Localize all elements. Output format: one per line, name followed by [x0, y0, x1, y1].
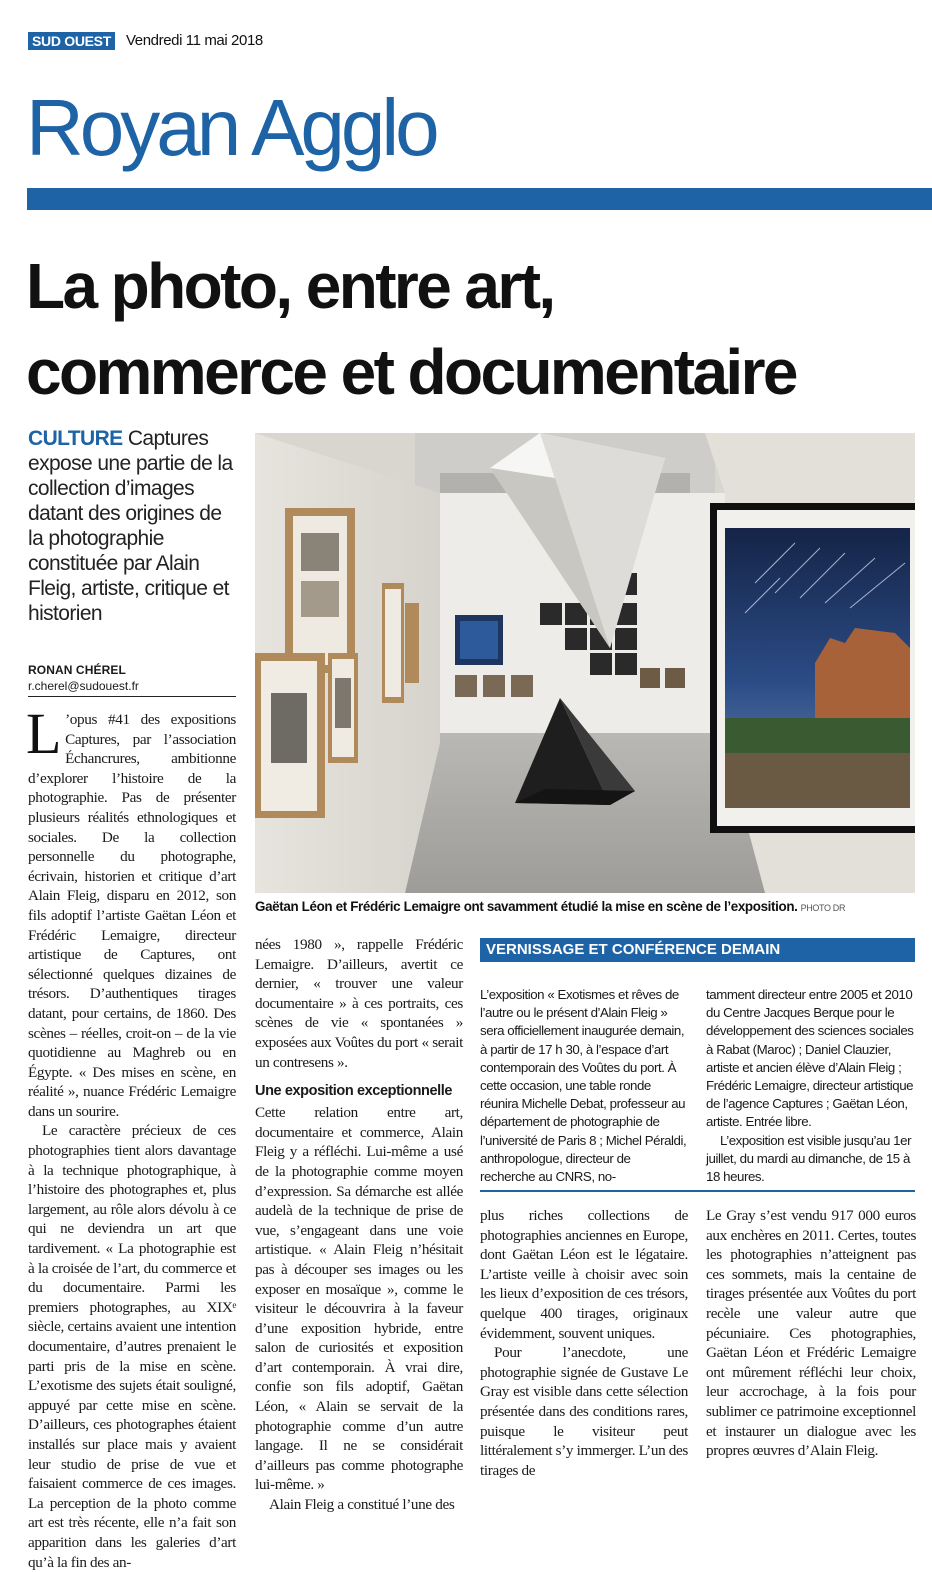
- col1-paragraph-2: Le caractère précieux de ces photographies tient alors davantage à la technique photographique, à l’histoire des photographes et, plus largement, au rôle alors dévolu à ce qui ne deviendra un art que tardivement. « La photographie est à la croisée de l’art, du commerce et du documentaire. Parmi les premiers photographes, au XIXᵉ siècle, certains avaient une intention documentaire, d’autres prenaient le parti pris de la mise en scène. L’exotisme des sujets était souligné, appuyé par cette mise en scène. D’ailleurs, ces photographes étaient installés sur place mais y avaient leur studio de prise de vue et faisaient commerce de ces images. La perception de la photo comme art est très récente, elle n’a fait son apparition dans les galeries d’art qu’à la fin des an-: [28, 1122, 236, 1571]
- event-box-text-left: L’exposition « Exotismes et rêves de l’autre ou le présent d’Alain Fleig » sera officiellement inaugurée demain, à partir de 17 h 30, à l’espace d’art contemporain des Voûtes du port. À cette occasion, une table ronde réunira Michelle Debat, professeur au département de photographie de l’université de Paris 8 ; Michel Péraldi, anthropologue, directeur de recherche au CNRS, no-: [480, 987, 687, 1185]
- article-column-2: [255, 935, 463, 1515]
- drop-cap: L: [26, 701, 62, 766]
- event-box-dates: L’exposition est visible jusqu’au 1er juillet, du mardi au dimanche, de 15 à 18 heures.: [706, 1132, 912, 1185]
- col1-paragraph-1: ’opus #41 des expositions Captures, par l’association Échancrures, ambitionne d’explorer l’histoire de la photographie. Pas de présenter plusieurs réalités ethnologiques et sociales. De la collection personnelle du photographe, écrivain, historien et critique d’art Alain Fleig, disparu en 2012, son fils adoptif l’artiste Gaëtan Léon et Frédéric Lemaigre, directeur artistique de Captures, ont sélectionné quelques dizaines de trésors. D’authentiques tirages datant, pour certains, de 1860. Des scènes – réelles, croit-on – de la vie quotidienne au Maghreb ou en Égypte. « Des mises en scène, en réalité », nuance Frédéric Lemaigre dans un sourire.: [28, 711, 236, 1120]
- author-email: r.cherel@sudouest.fr: [28, 679, 139, 693]
- caption-text: Gaëtan Léon et Frédéric Lemaigre ont savamment étudié la mise en scène de l’exposition.: [255, 899, 798, 914]
- byline: [28, 662, 139, 694]
- exhibition-photo: [255, 433, 915, 893]
- article-column-3: [480, 1206, 688, 1480]
- col3-paragraph-1: plus riches collections de photographies anciennes en Europe, dont Gaëtan Léon est le légataire. L’artiste veille à choisir avec soin les lieux d’exposition de ces trésors, quelque 400 tirages, originaux évidemment, souvent uniques.: [480, 1207, 688, 1342]
- article-intro: [28, 426, 238, 626]
- col2-paragraph-2: Cette relation entre art, documentaire et commerce, Alain Fleig y a réfléchi. Lui-même a usé de la photographie comme moyen d’expression. Sa démarche est allée audelà de la technique de prise de vue, s’engageant dans une voie artistique. « Alain Fleig n’hésitait pas à découper ses images ou les exposer en mosaïque », comme le visiteur le découvrira à la faveur d’une exposition hybride, entre salon de curiosités et exposition d’art contemporain. À vrai dire, confie son fils adoptif, Gaëtan Léon, « Alain se servait de la photographie comme d’un autre langage. Il ne se considérait d’ailleurs pas comme photographe lui-même. »: [255, 1104, 463, 1494]
- event-box-title: VERNISSAGE ET CONFÉRENCE DEMAIN: [480, 938, 915, 962]
- photo-caption: [255, 898, 845, 917]
- intro-kicker: CULTURE: [28, 427, 123, 450]
- article-headline: [26, 243, 926, 415]
- subhead: Une exposition exceptionnelle: [255, 1083, 453, 1100]
- event-box-column-1: [480, 986, 688, 1186]
- section-title: Royan Agglo: [26, 83, 436, 172]
- article-column-4: [706, 1206, 916, 1461]
- col4-paragraph-1: Le Gray s’est vendu 917 000 euros aux enchères en 2011. Certes, toutes les photographies n’atteignent pas ces sommets, mais la centaine de tirages présentée aux Voûtes du port recèle une valeur autre que pécuniaire. Ces photographies, Gaëtan Léon et Frédéric Lemaigre ont mûrement réfléchi leur choix, leur accrochage, à la fois pour sublimer ce patrimoine exceptionnel et instaurer un dialogue avec les propres œuvres d’Alain Fleig.: [706, 1207, 916, 1460]
- intro-text: Captures expose une partie de la collection d’images datant des origines de la photographie constituée par Alain Fleig, artiste, critique et historien: [28, 427, 233, 625]
- newspaper-brand-logo: SUD OUEST: [28, 32, 115, 50]
- issue-date: Vendredi 11 mai 2018: [126, 32, 263, 49]
- col2-paragraph-1: nées 1980 », rappelle Frédéric Lemaigre. D’ailleurs, avertit ce dernier, « trouver une valeur documentaire » à ces portraits, ces scènes de vie « spontanées » exposées aux Voûtes du port « serait un contresens ».: [255, 936, 463, 1071]
- article-column-1: [26, 701, 236, 1572]
- headline-line-2: commerce et documentaire: [26, 336, 796, 408]
- photo-credit: PHOTO DR: [800, 903, 846, 913]
- exhibition-photo-image: [255, 433, 915, 893]
- col3-paragraph-2: Pour l’anecdote, une photographie signée de Gustave Le Gray est visible dans cette sélection présentée dans des conditions rares, puisque le visiteur peut littéralement s’y immerger. L’un des tirages de: [480, 1344, 688, 1479]
- byline-divider: [28, 696, 236, 697]
- event-box-bottom-rule: [480, 1190, 915, 1192]
- headline-line-1: La photo, entre art,: [26, 250, 554, 322]
- author-name: RONAN CHÉREL: [28, 663, 126, 677]
- col2-paragraph-3: Alain Fleig a constitué l’une des: [269, 1496, 455, 1514]
- event-box-text-right: tamment directeur entre 2005 et 2010 du Centre Jacques Berque pour le développement des sciences sociales à Rabat (Maroc) ; Daniel Clauzier, artiste et ancien élève d’Alain Fleig ; Frédéric Lemaigre, directeur artistique de l’agence Captures ; Gaëtan Léon, artiste. Entrée libre.: [706, 987, 914, 1130]
- section-rule: [27, 188, 932, 210]
- event-box-column-2: [706, 986, 916, 1186]
